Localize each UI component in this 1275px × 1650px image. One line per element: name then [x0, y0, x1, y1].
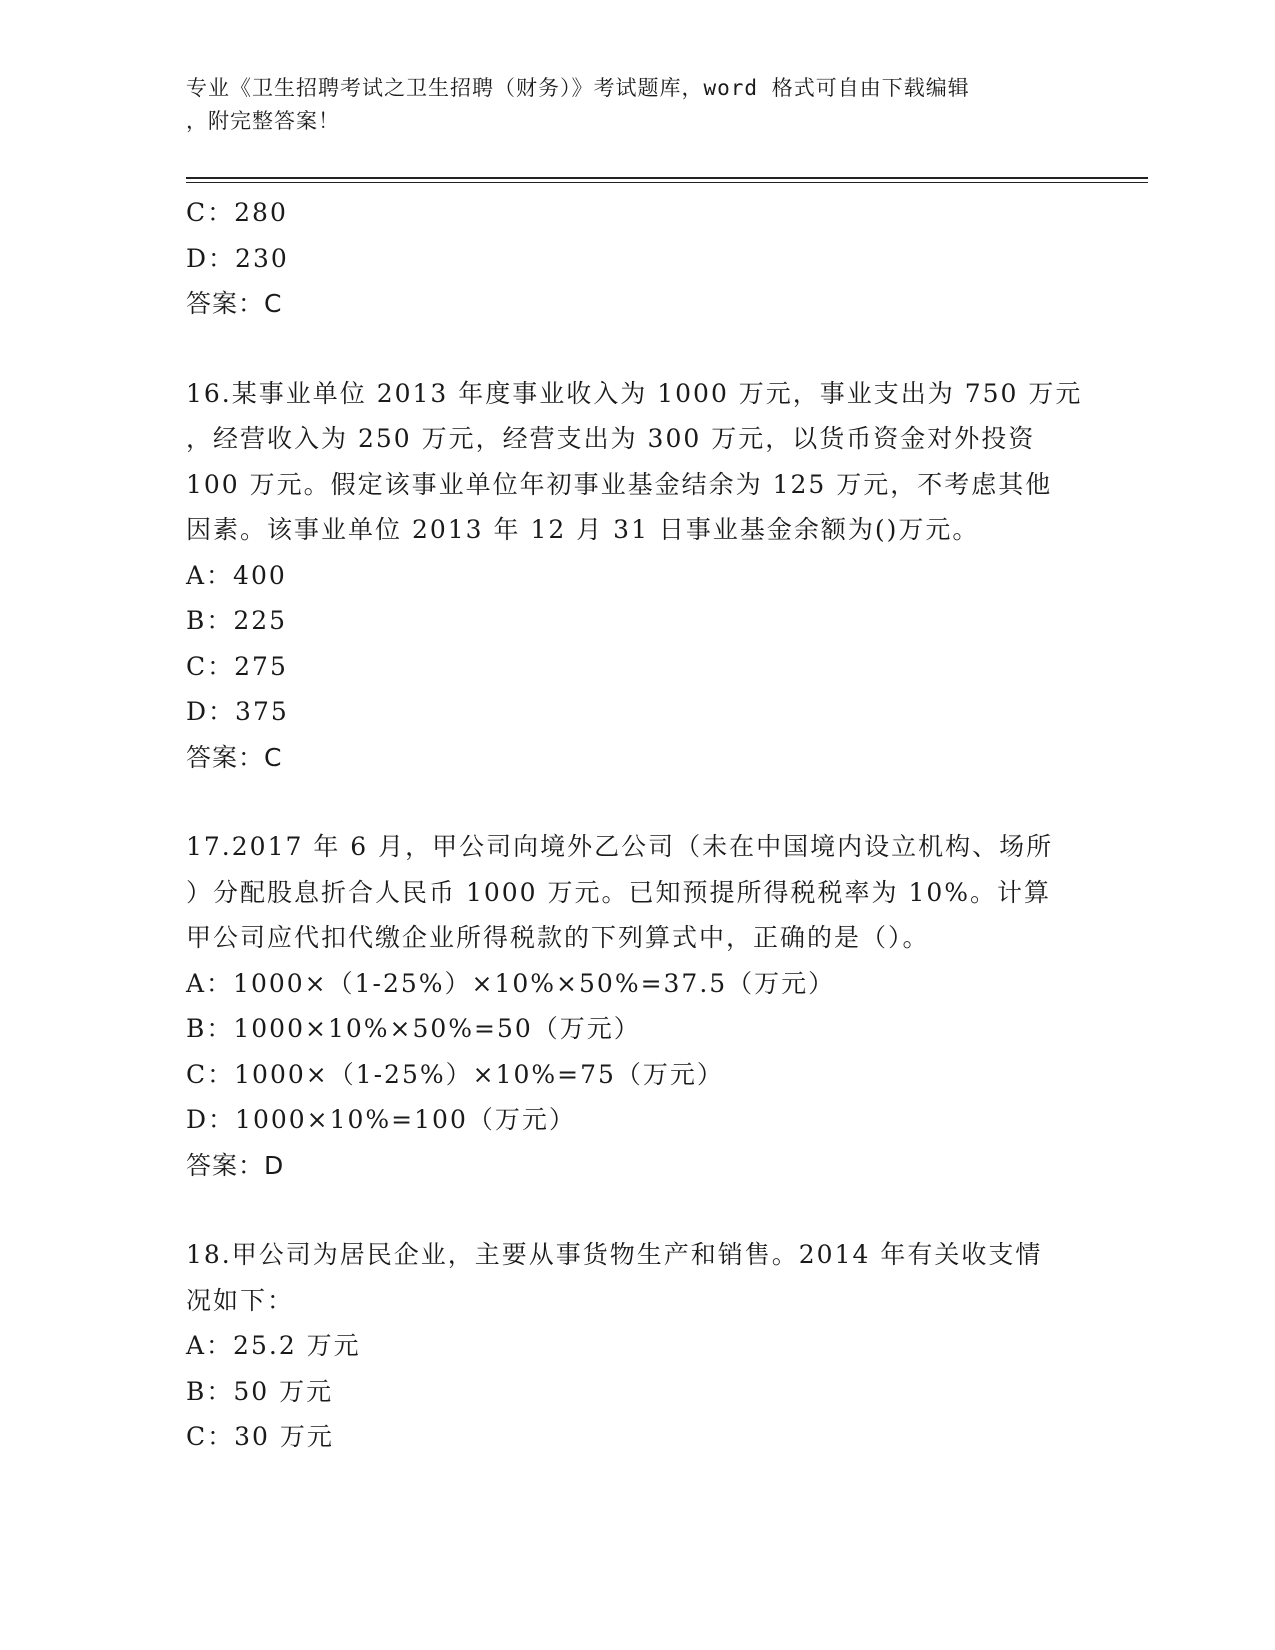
question-18	[186, 1232, 1086, 1460]
header-rule-thick	[186, 177, 1148, 179]
option-b: B：225	[186, 606, 288, 635]
option-a: A：400	[186, 560, 287, 590]
answer-line: 答案：D	[186, 1150, 285, 1180]
option-d: D：375	[186, 697, 289, 726]
header-line-2: ，附完整答案！	[186, 109, 340, 133]
header-rule-thin	[186, 182, 1148, 183]
question-text-line: ）分配股息折合人民币 1000 万元。已知预提所得税税率为 10%。计算	[186, 877, 1052, 907]
question-text-line: 16.某事业单位 2013 年度事业收入为 1000 万元，事业支出为 750 万元	[186, 378, 1083, 408]
spacer	[186, 1188, 1086, 1232]
option-c: C：275	[186, 651, 288, 681]
option-b: B：1000×10%×50%=50（万元）	[186, 1014, 641, 1043]
option-d: D：1000×10%=100（万元）	[186, 1105, 576, 1134]
option-c: C：30 万元	[186, 1422, 334, 1451]
spacer	[186, 780, 1086, 824]
question-text-line: 甲公司应代扣代缴企业所得税款的下列算式中，正确的是（）。	[186, 923, 930, 952]
question-text-line: 100 万元。假定该事业单位年初事业基金结余为 125 万元，不考虑其他	[186, 469, 1053, 499]
answer-line: 答案：C	[186, 742, 283, 772]
question-text-line: 18.甲公司为居民企业，主要从事货物生产和销售。2014 年有关收支情	[186, 1240, 1043, 1269]
question-16	[186, 371, 1086, 781]
option-c: C：280	[186, 198, 288, 227]
option-d: D：230	[186, 243, 289, 273]
question-text-line: ，经营收入为 250 万元，经营支出为 300 万元，以货币资金对外投资	[186, 424, 1036, 453]
header-line-1: 专业《卫生招聘考试之卫生招聘（财务）》考试题库，word 格式可自由下载编辑	[186, 76, 970, 100]
option-a: A：1000×（1-25%）×10%×50%=37.5（万元）	[186, 968, 836, 998]
prev-question-block	[186, 190, 1086, 327]
option-a: A：25.2 万元	[186, 1331, 361, 1360]
question-17	[186, 824, 1086, 1188]
option-c: C：1000×（1-25%）×10%=75（万元）	[186, 1059, 724, 1089]
question-text-line: 17.2017 年 6 月，甲公司向境外乙公司（未在中国境内设立机构、场所	[186, 832, 1054, 861]
question-text-line: 因素。该事业单位 2013 年 12 月 31 日事业基金余额为()万元。	[186, 515, 980, 544]
answer-line: 答案：C	[186, 289, 283, 318]
page-header	[186, 72, 1086, 138]
spacer	[186, 327, 1086, 371]
option-b: B：50 万元	[186, 1376, 334, 1406]
question-content	[186, 190, 1086, 1460]
question-text-line: 况如下：	[186, 1285, 295, 1315]
